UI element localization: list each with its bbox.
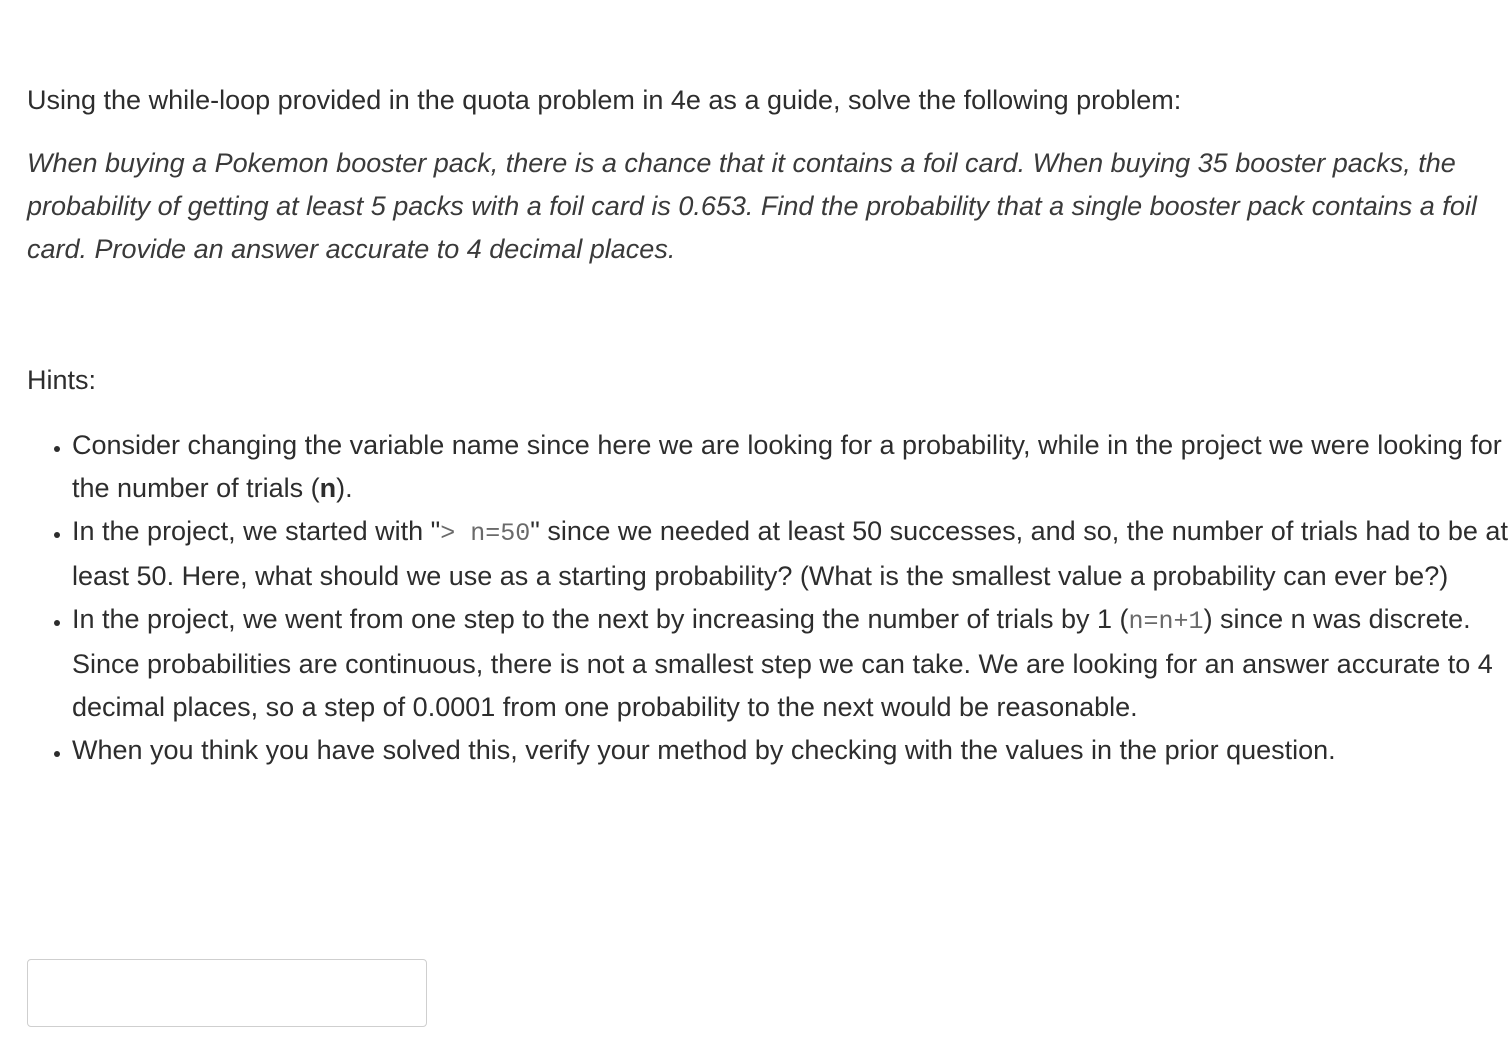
hint-text: In the project, we started with " bbox=[72, 516, 441, 546]
hint-text: ) since n was discrete. Since probabilities are continuous, there is not a smallest step we can take. We are looking for an answer accurate to 4 decimal places, so a step of 0.0001 from one probability to the next would be reasonable. bbox=[72, 604, 1493, 722]
answer-input[interactable] bbox=[27, 959, 427, 1027]
hints-heading: Hints: bbox=[27, 365, 97, 395]
hint-text: In the project, we went from one step to the next by increasing the number of trials by 1 ( bbox=[72, 604, 1129, 634]
hint-item bbox=[72, 510, 1508, 598]
question-container bbox=[27, 80, 1477, 271]
hint-variable-n: n bbox=[319, 473, 337, 503]
hint-text: Consider changing the variable name since here we are looking for a probability, while in the project we were looking for the number of trials ( bbox=[72, 430, 1502, 503]
hints-list bbox=[27, 424, 1508, 772]
hint-item bbox=[72, 598, 1508, 729]
question-intro: Using the while-loop provided in the quota problem in 4e as a guide, solve the following problem: bbox=[27, 85, 1182, 115]
hint-code: n=n+1 bbox=[1128, 607, 1204, 636]
hint-text: ). bbox=[336, 473, 353, 503]
hint-text: When you think you have solved this, verify your method by checking with the values in the prior question. bbox=[72, 735, 1336, 765]
hint-item bbox=[72, 424, 1508, 510]
problem-statement: When buying a Pokemon booster pack, there is a chance that it contains a foil card. When buying 35 booster packs, the probability of getting at least 5 packs with a foil card is 0.653. Find the probability that a single booster pack contains a foil card. Provide an answer accurate to 4 decimal places. bbox=[27, 148, 1477, 264]
hint-item bbox=[72, 729, 1508, 772]
hint-text: " since we needed at least 50 successes, and so, the number of trials had to be at least 50. Here, what should we use as a starting probability? (What is the smallest value a probability can ever be?) bbox=[72, 516, 1508, 591]
hint-code: > n=50 bbox=[440, 519, 531, 548]
